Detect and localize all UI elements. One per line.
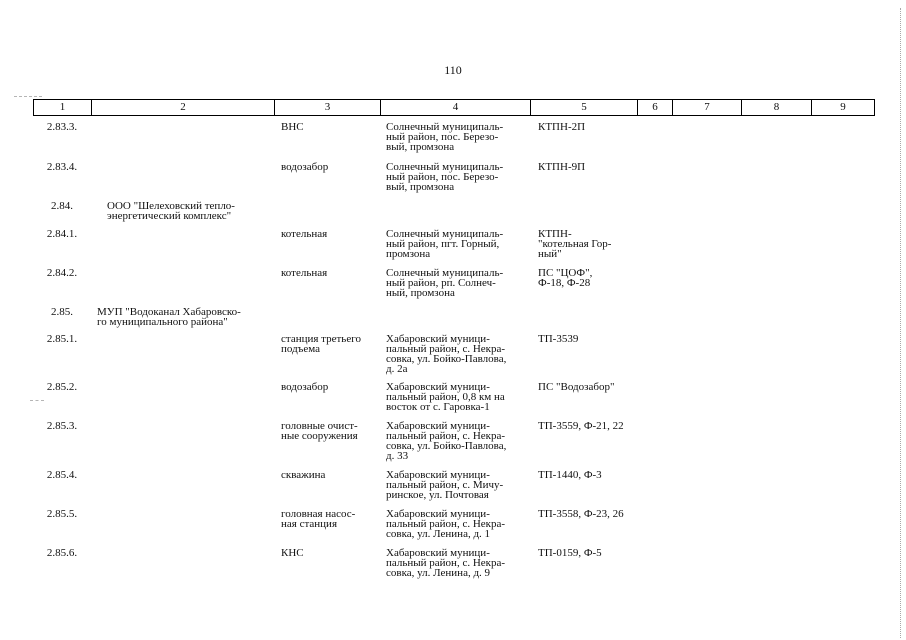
header-col-3: 3 xyxy=(275,100,381,116)
row-number: 2.84.2. xyxy=(46,267,78,279)
power-source: ПС "ЦОФ", Ф-18, Ф-28 xyxy=(538,267,593,289)
object-name: ВНС xyxy=(281,121,304,133)
row-number: 2.85.1. xyxy=(46,333,78,345)
organization-name: МУП "Водоканал Хабаровско- го муниципального района" xyxy=(97,306,241,328)
page-number: 110 xyxy=(444,63,462,77)
object-name: водозабор xyxy=(281,161,329,173)
row-number: 2.85.4. xyxy=(46,469,78,481)
object-name: станция третьего подъема xyxy=(281,333,361,355)
organization-name: ООО "Шелеховский тепло- энергетический комплекс" xyxy=(107,200,235,222)
power-source: ТП-0159, Ф-5 xyxy=(538,547,602,559)
object-address: Хабаровский муници- пальный район, с. Мичу- ринское, ул. Почтовая xyxy=(386,469,504,501)
row-number: 2.85.2. xyxy=(46,381,78,393)
row-number: 2.83.3. xyxy=(46,121,78,133)
header-col-7: 7 xyxy=(673,100,742,116)
power-source: КТПН-2П xyxy=(538,121,586,133)
header-col-6: 6 xyxy=(638,100,673,116)
scan-mark xyxy=(14,96,42,98)
object-name: головные очист- ные сооружения xyxy=(281,420,358,442)
object-address: Хабаровский муници- пальный район, 0,8 км на восток от с. Гаровка-1 xyxy=(386,381,505,413)
row-number: 2.85.5. xyxy=(46,508,78,520)
header-col-2: 2 xyxy=(92,100,275,116)
row-number: 2.83.4. xyxy=(46,161,78,173)
object-address: Солнечный муниципаль- ный район, пос. Березо- вый, промзона xyxy=(386,121,504,153)
header-col-5: 5 xyxy=(531,100,638,116)
object-address: Хабаровский муници- пальный район, с. Некра- совка, ул. Ленина, д. 1 xyxy=(386,508,506,540)
power-source: ПС "Водозабор" xyxy=(538,381,615,393)
power-source: ТП-3558, Ф-23, 26 xyxy=(538,508,624,520)
header-col-1: 1 xyxy=(34,100,92,116)
object-address: Хабаровский муници- пальный район, с. Некра- совка, ул. Бойко-Павлова, д. 33 xyxy=(386,420,507,462)
row-number: 2.85.6. xyxy=(46,547,78,559)
column-number-header xyxy=(33,99,875,116)
object-name: скважина xyxy=(281,469,326,481)
object-name: котельная xyxy=(281,228,328,240)
power-source: ТП-1440, Ф-3 xyxy=(538,469,602,481)
header-col-9: 9 xyxy=(812,100,875,116)
scan-mark xyxy=(30,400,44,402)
object-name: КНС xyxy=(281,547,304,559)
power-source: ТП-3559, Ф-21, 22 xyxy=(538,420,624,432)
object-address: Солнечный муниципаль- ный район, пос. Березо- вый, промзона xyxy=(386,161,504,193)
power-source: КТПН-9П xyxy=(538,161,586,173)
scan-edge-line xyxy=(900,8,902,638)
row-number: 2.85.3. xyxy=(46,420,78,432)
header-col-8: 8 xyxy=(742,100,812,116)
object-address: Хабаровский муници- пальный район, с. Некра- совка, ул. Ленина, д. 9 xyxy=(386,547,506,579)
row-number: 2.84.1. xyxy=(46,228,78,240)
object-address: Солнечный муниципаль- ный район, рп. Солнеч- ный, промзона xyxy=(386,267,504,299)
object-address: Солнечный муниципаль- ный район, пгт. Горный, промзона xyxy=(386,228,504,260)
object-name: водозабор xyxy=(281,381,329,393)
object-name: головная насос- ная станция xyxy=(281,508,356,530)
row-number: 2.85. xyxy=(51,306,73,318)
power-source: КТПН- "котельная Гор- ный" xyxy=(538,228,612,260)
object-name: котельная xyxy=(281,267,328,279)
header-col-4: 4 xyxy=(381,100,531,116)
object-address: Хабаровский муници- пальный район, с. Некра- совка, ул. Бойко-Павлова, д. 2а xyxy=(386,333,507,375)
power-source: ТП-3539 xyxy=(538,333,579,345)
row-number: 2.84. xyxy=(51,200,73,212)
